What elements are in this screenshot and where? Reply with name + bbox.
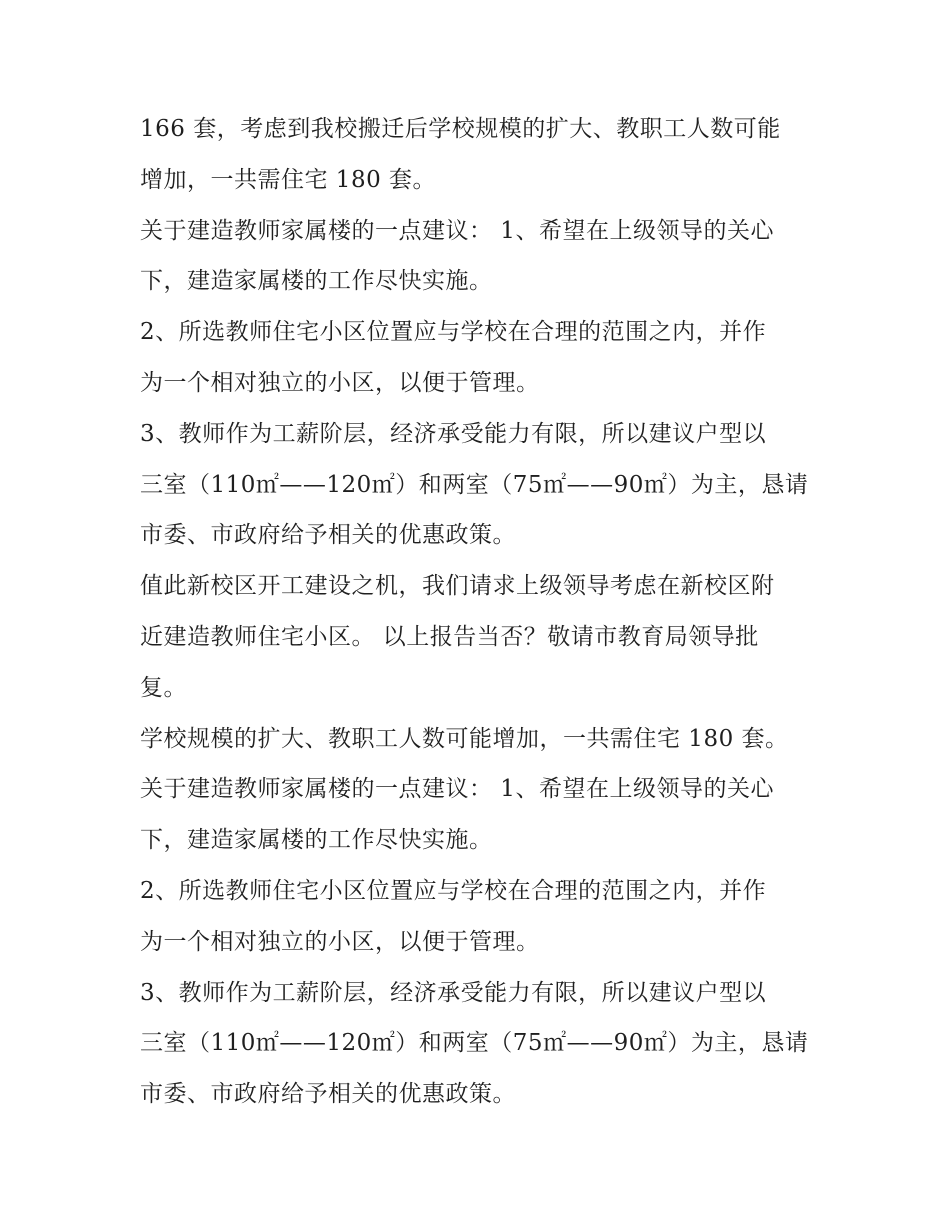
text-line: 增加，一共需住宅 180 套。 [140, 166, 437, 193]
text-line: 为一个相对独立的小区，以便于管理。 [140, 928, 540, 955]
text-line: 三室（110㎡——120㎡）和两室（75㎡——90㎡）为主，恳请 [140, 471, 809, 498]
text-line: 2、所选教师住宅小区位置应与学校在合理的范围之内，并作 [140, 877, 767, 904]
text-line: 关于建造教师家属楼的一点建议： 1、希望在上级领导的关心 [140, 776, 774, 803]
text-line: 下，建造家属楼的工作尽快实施。 [140, 268, 493, 295]
text-line: 市委、市政府给予相关的优惠政策。 [140, 1081, 516, 1108]
text-line: 166 套，考虑到我校搬迁后学校规模的扩大、教职工人数可能 [140, 116, 781, 142]
text-line: 为一个相对独立的小区，以便于管理。 [140, 369, 540, 396]
text-line: 2、所选教师住宅小区位置应与学校在合理的范围之内，并作 [140, 319, 767, 346]
text-line: 下，建造家属楼的工作尽快实施。 [140, 827, 493, 854]
text-line: 3、教师作为工薪阶层，经济承受能力有限，所以建议户型以 [140, 979, 767, 1006]
document-body [140, 104, 830, 1120]
text-line: 近建造教师住宅小区。 以上报告当否？敬请市教育局领导批 [140, 623, 759, 650]
text-line: 值此新校区开工建设之机，我们请求上级领导考虑在新校区附 [140, 573, 775, 600]
text-line: 学校规模的扩大、教职工人数可能增加，一共需住宅 180 套。 [140, 725, 789, 752]
text-line: 3、教师作为工薪阶层，经济承受能力有限，所以建议户型以 [140, 420, 767, 447]
text-line: 市委、市政府给予相关的优惠政策。 [140, 522, 516, 549]
text-line: 三室（110㎡——120㎡）和两室（75㎡——90㎡）为主，恳请 [140, 1030, 809, 1057]
text-line: 关于建造教师家属楼的一点建议： 1、希望在上级领导的关心 [140, 217, 774, 244]
text-line: 复。 [140, 674, 187, 701]
